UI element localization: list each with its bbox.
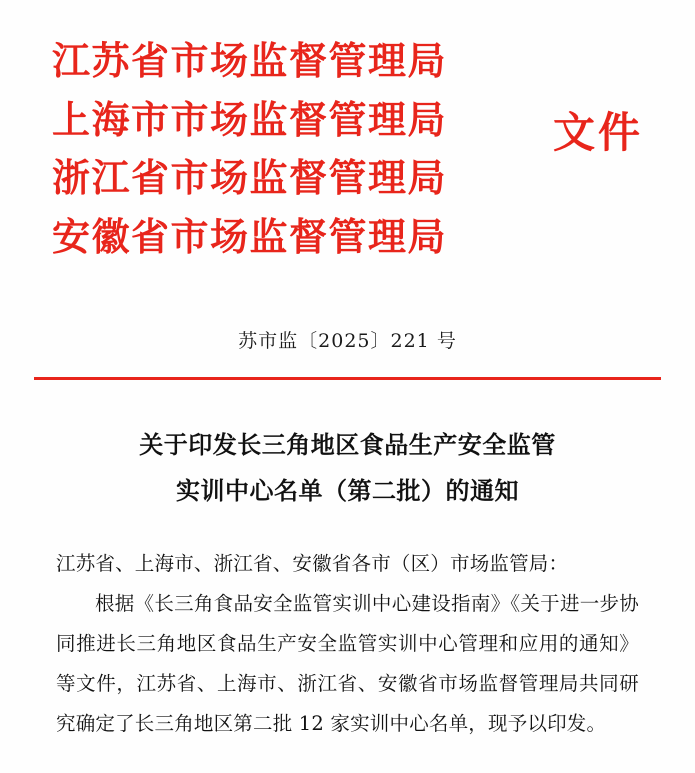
org-line-shanghai: 上海市市场监督管理局 <box>52 96 448 142</box>
document-body <box>56 544 639 744</box>
org-line-anhui: 安徽省市场监督管理局 <box>52 213 448 259</box>
org-line-zhejiang: 浙江省市场监督管理局 <box>52 155 448 201</box>
document-number: 苏市监〔2025〕221 号 <box>238 330 457 352</box>
org-line-jiangsu: 江苏省市场监督管理局 <box>52 38 448 83</box>
salutation: 江苏省、上海市、浙江省、安徽省各市（区）市场监管局： <box>56 551 569 575</box>
page-title <box>66 422 629 514</box>
page-title-line-1: 关于印发长三角地区食品生产安全监管 <box>139 429 556 459</box>
page-title-line-2: 实训中心名单（第二批）的通知 <box>176 475 519 505</box>
issuing-organizations <box>52 32 522 266</box>
letterhead <box>0 0 695 270</box>
body-paragraph-1: 根据《长三角食品安全监管实训中心建设指南》《关于进一步协同推进长三角地区食品生产安全监管实训中心管理和应用的通知》等文件，江苏省、上海市、浙江省、安徽省市场监督管理局共同研究确定了长三角地区第二批 12 家实训中心名单，现予以印发。 <box>56 591 639 735</box>
document-word-label: 文件 <box>552 108 643 157</box>
red-divider-rule <box>34 377 661 380</box>
